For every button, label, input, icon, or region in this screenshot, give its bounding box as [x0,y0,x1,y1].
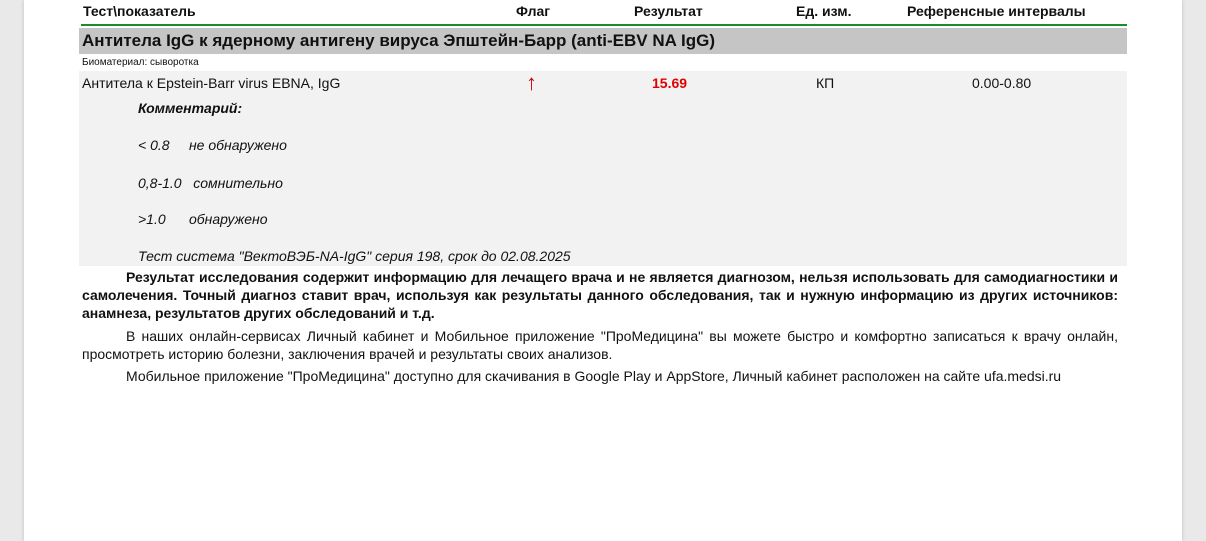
disclaimer-paragraph: Результат исследования содержит информацию для лечащего врача и не является диагнозом, нельзя использовать для самодиагностики и самолечения. Точный диагноз ставит врач, используя как результаты данного обследования, так и нужную информацию из других источников: анамнеза, результатов других обследований и т.д. [82,269,1118,321]
header-reference: Референсные интервалы [907,3,1086,19]
header-unit: Ед. изм. [796,3,852,19]
biomaterial-label: Биоматериал: сыворотка [82,57,199,68]
flag-up-arrow-icon: ↑ [526,70,537,95]
comment-line: 0,8-1.0 сомнительно [138,175,283,191]
result-value: 15.69 [652,75,688,91]
table-row [79,71,1127,95]
test-name: Антитела к Epstein-Barr virus EBNA, IgG [82,75,341,91]
header-flag: Флаг [516,3,551,19]
result-unit: КП [816,75,835,91]
section-title: Антитела IgG к ядерному антигену вируса Эпштейн-Барр (anti-EBV NA IgG) [79,28,1127,54]
header-result: Результат [634,3,703,19]
online-services-paragraph: В наших онлайн-сервисах Личный кабинет и Мобильное приложение "ПроМедицина" вы можете быстро и комфортно записаться к врачу онлайн, просмотреть историю болезни, заключения врачей и результаты своих анализов. [82,328,1118,362]
comment-line: < 0.8 не обнаружено [138,137,287,153]
mobile-app-paragraph: Мобильное приложение "ПроМедицина" доступно для скачивания в Google Play и AppStore, Личный кабинет расположен на сайте ufa.medsi.ru [126,368,1062,384]
table-header [81,0,1127,26]
reference-interval: 0.00-0.80 [972,75,1032,91]
header-test: Тест\показатель [83,3,196,19]
comment-line: >1.0 обнаружено [138,211,268,227]
test-system-note: Тест система "ВектоВЭБ-NA-IgG" серия 198, срок до 02.08.2025 [138,248,571,264]
comment-title: Комментарий: [138,100,243,116]
document-page [24,0,1182,541]
comment-box [79,95,1127,266]
